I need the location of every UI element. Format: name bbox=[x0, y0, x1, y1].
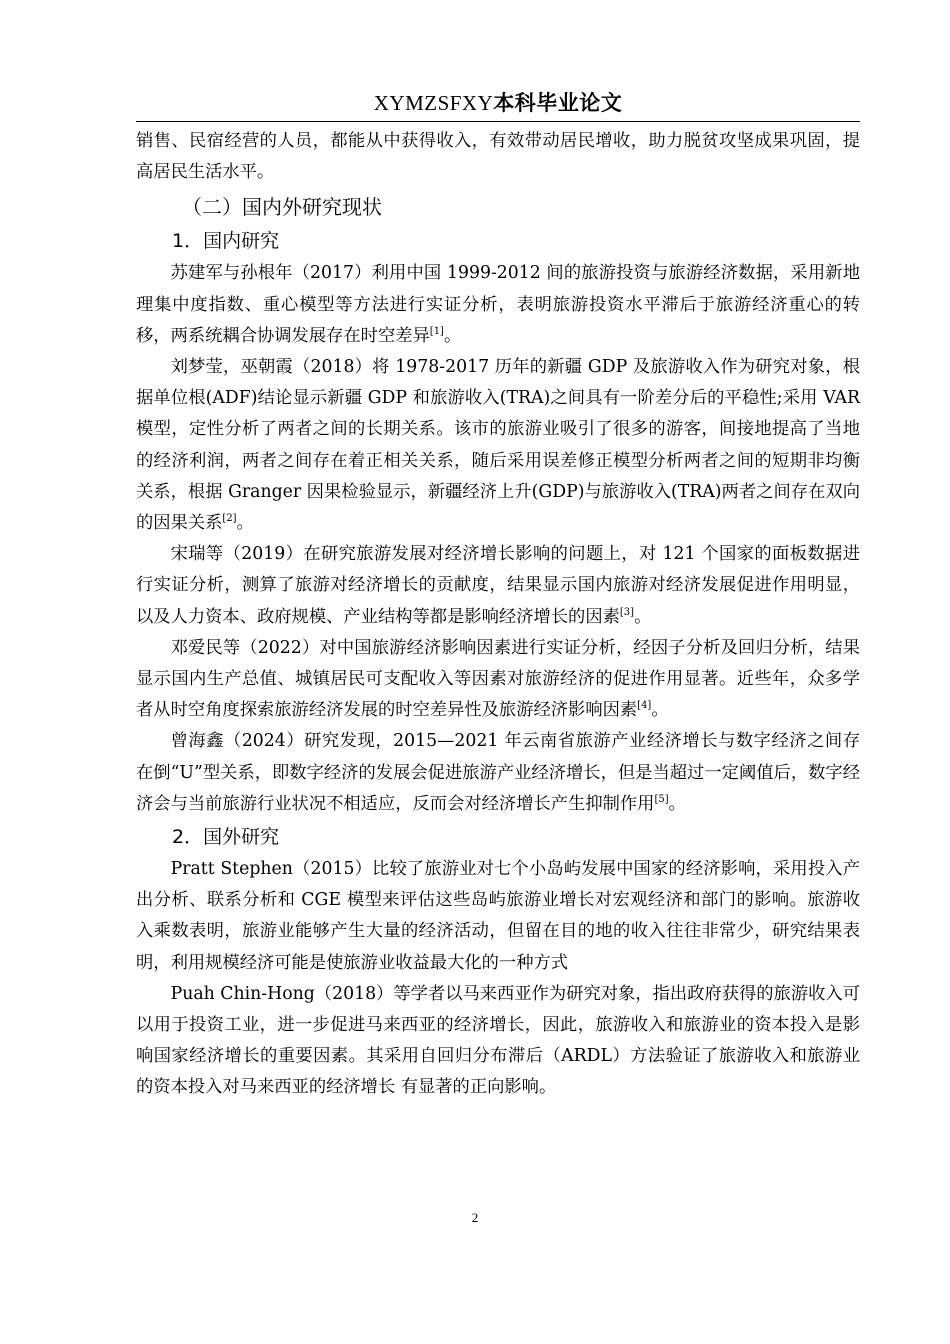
paragraph-domestic-5: 曾海鑫（2024）研究发现，2015—2021 年云南省旅游产业经济增长与数字经济之间存在倒“U”型关系，即数字经济的发展会促进旅游产业经济增长，但是当超过一定阈值后，数字经济会与当前旅游行业状况不相适应，反而会对经济增长产生抑制作用[5]。 bbox=[136, 731, 860, 814]
continuation-paragraph: 销售、民宿经营的人员，都能从中获得收入，有效带动居民增收，助力脱贫攻坚成果巩固，提高居民生活水平。 bbox=[136, 131, 860, 183]
citation-ref: [3] bbox=[619, 606, 635, 618]
paragraph-domestic-2: 刘梦莹，巫朝霞（2018）将 1978-2017 历年的新疆 GDP 及旅游收入作为研究对象，根据单位根(ADF)结论显示新疆 GDP 和旅游收入(TRA)之间具有一阶差分后的平稳性;采用 VAR 模型，定性分析了两者之间的长期关系。该市的旅游业吸引了很多的游客，间接地提高了当地的经济利润，两者之间存在着正相关关系，随后采用误差修正模型分析两者之间的短期非均衡关系，根据 Granger 因果检验显示，新疆经济上升(GDP)与旅游收入(TRA)两者之间存在双向的因果关系[2]。 bbox=[136, 357, 860, 534]
page-header bbox=[136, 88, 860, 118]
citation-ref: [1] bbox=[429, 326, 444, 338]
page-number: 2 bbox=[471, 1210, 479, 1225]
subsection-heading-domestic: 1．国内研究 bbox=[172, 230, 280, 253]
paragraph-domestic-1: 苏建军与孙根年（2017）利用中国 1999-2012 间的旅游投资与旅游经济数据，采用新地理集中度指数、重心模型等方法进行实证分析，表明旅游投资水平滞后于旅游经济重心的转移，两系统耦合协调发展存在时空差异[1]。 bbox=[136, 263, 860, 346]
citation-ref: [4] bbox=[637, 700, 652, 712]
header-rule bbox=[136, 121, 860, 122]
citation-ref: [5] bbox=[654, 794, 669, 806]
section-heading: （二）国内外研究现状 bbox=[182, 195, 382, 220]
subsection-heading-foreign: 2．国外研究 bbox=[172, 826, 280, 849]
citation-ref: [2] bbox=[222, 513, 237, 525]
page-body bbox=[136, 126, 860, 1104]
paragraph-foreign-2: Puah Chin-Hong（2018）等学者以马来西亚作为研究对象，指出政府获得的旅游收入可以用于投资工业，进一步促进马来西亚的经济增长，因此，旅游收入和旅游业的资本投入是影响国家经济增长的重要因素。其采用自回归分布滞后（ARDL）方法验证了旅游收入和旅游业的资本投入对马来西亚的经济增长 有显著的正向影响。 bbox=[136, 983, 860, 1098]
paragraph-domestic-3: 宋瑞等（2019）在研究旅游发展对经济增长影响的问题上，对 121 个国家的面板数据进行实证分析，测算了旅游对经济增长的贡献度，结果显示国内旅游对经济发展促进作用明显，以及人力资本、政府规模、产业结构等都是影响经济增长的因素[3]。 bbox=[136, 544, 860, 627]
header-code: XYMZSFXY bbox=[373, 91, 494, 115]
header-title: 本科毕业论文 bbox=[493, 91, 623, 115]
paragraph-foreign-1: Pratt Stephen（2015）比较了旅游业对七个小岛屿发展中国家的经济影响，采用投入产出分析、联系分析和 CGE 模型来评估这些岛屿旅游业增长对宏观经济和部门的影响。旅游收入乘数表明，旅游业能够产生大量的经济活动，但留在目的地的收入往往非常少，研究结果表明，利用规模经济可能是使旅游业收益最大化的一种方式 bbox=[136, 859, 860, 973]
paragraph-domestic-4: 邓爱民等（2022）对中国旅游经济影响因素进行实证分析，经因子分析及回归分析，结果显示国内生产总值、城镇居民可支配收入等因素对旅游经济的促进作用显著。近些年，众多学者从时空角度探索旅游经济发展的时空差异性及旅游经济影响因素[4]。 bbox=[136, 637, 860, 721]
